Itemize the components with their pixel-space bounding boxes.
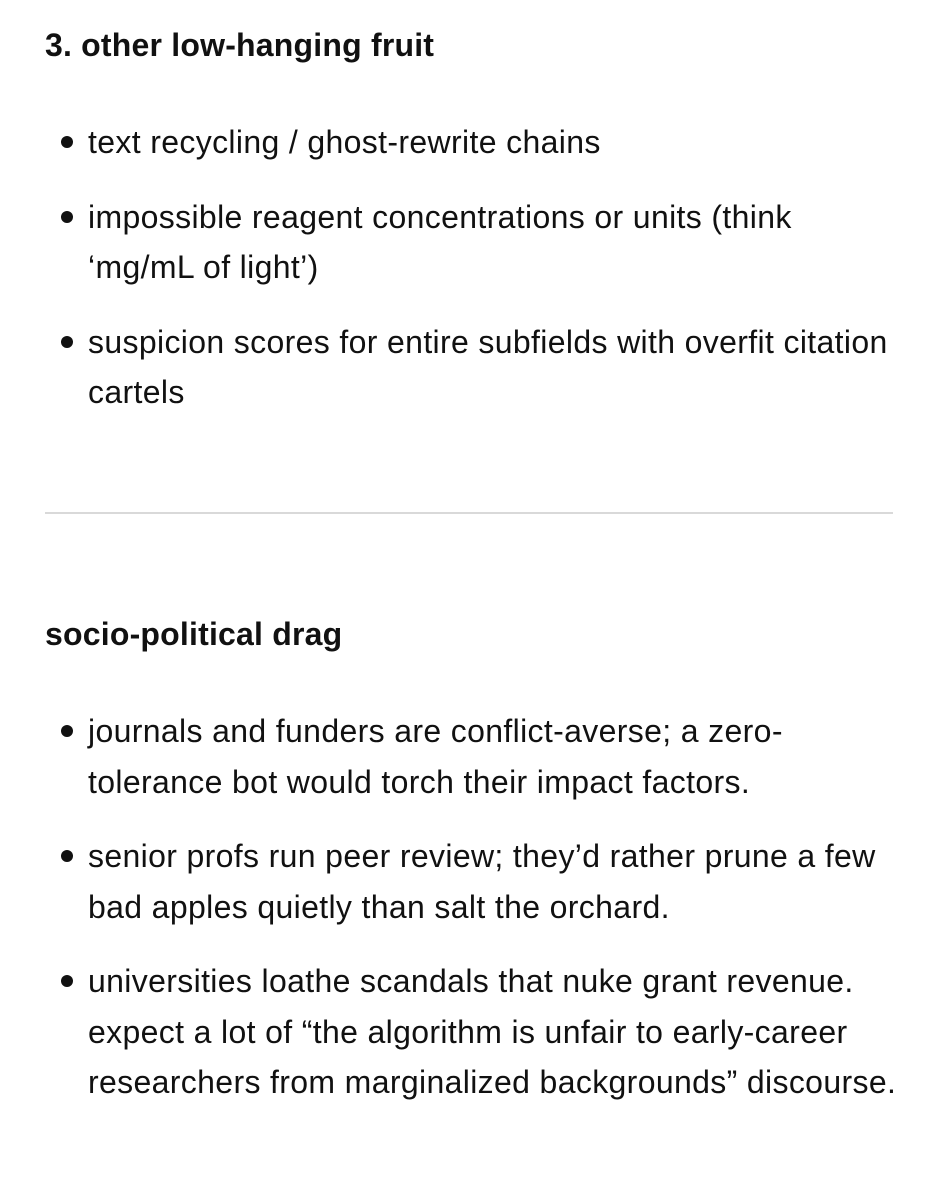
list-item-text: senior profs run peer review; they’d rather prune a few bad apples quietly than salt the orchard. [88,838,876,925]
bullet-icon [61,336,73,348]
list-item [0,706,900,807]
list-item [0,317,900,418]
low-hanging-fruit-list [0,117,900,418]
socio-political-drag-list [0,706,900,1108]
list-item-text: universities loathe scandals that nuke grant revenue. expect a lot of “the algorithm is unfair to early-career researchers from marginalized backgrounds” discourse. [88,963,897,1100]
bullet-icon [61,136,73,148]
list-item-text: suspicion scores for entire subfields with overfit citation cartels [88,323,888,410]
bullet-icon [61,850,73,862]
list-item-text: journals and funders are conflict-averse; a zero-tolerance bot would torch their impact factors. [88,713,783,800]
list-item [0,831,900,932]
bullet-icon [61,725,73,737]
list-item [0,956,900,1108]
bullet-icon [61,975,73,987]
list-item-text: text recycling / ghost-rewrite chains [88,124,601,160]
bullet-icon [61,211,73,223]
section-heading-socio-political-drag: socio-political drag [45,616,343,652]
list-item [0,117,900,168]
section-divider [45,512,893,514]
list-item [0,192,900,293]
section-heading-low-hanging-fruit: 3. other low-hanging fruit [45,27,435,63]
list-item-text: impossible reagent concentrations or units (think ‘mg/mL of light’) [88,198,792,285]
